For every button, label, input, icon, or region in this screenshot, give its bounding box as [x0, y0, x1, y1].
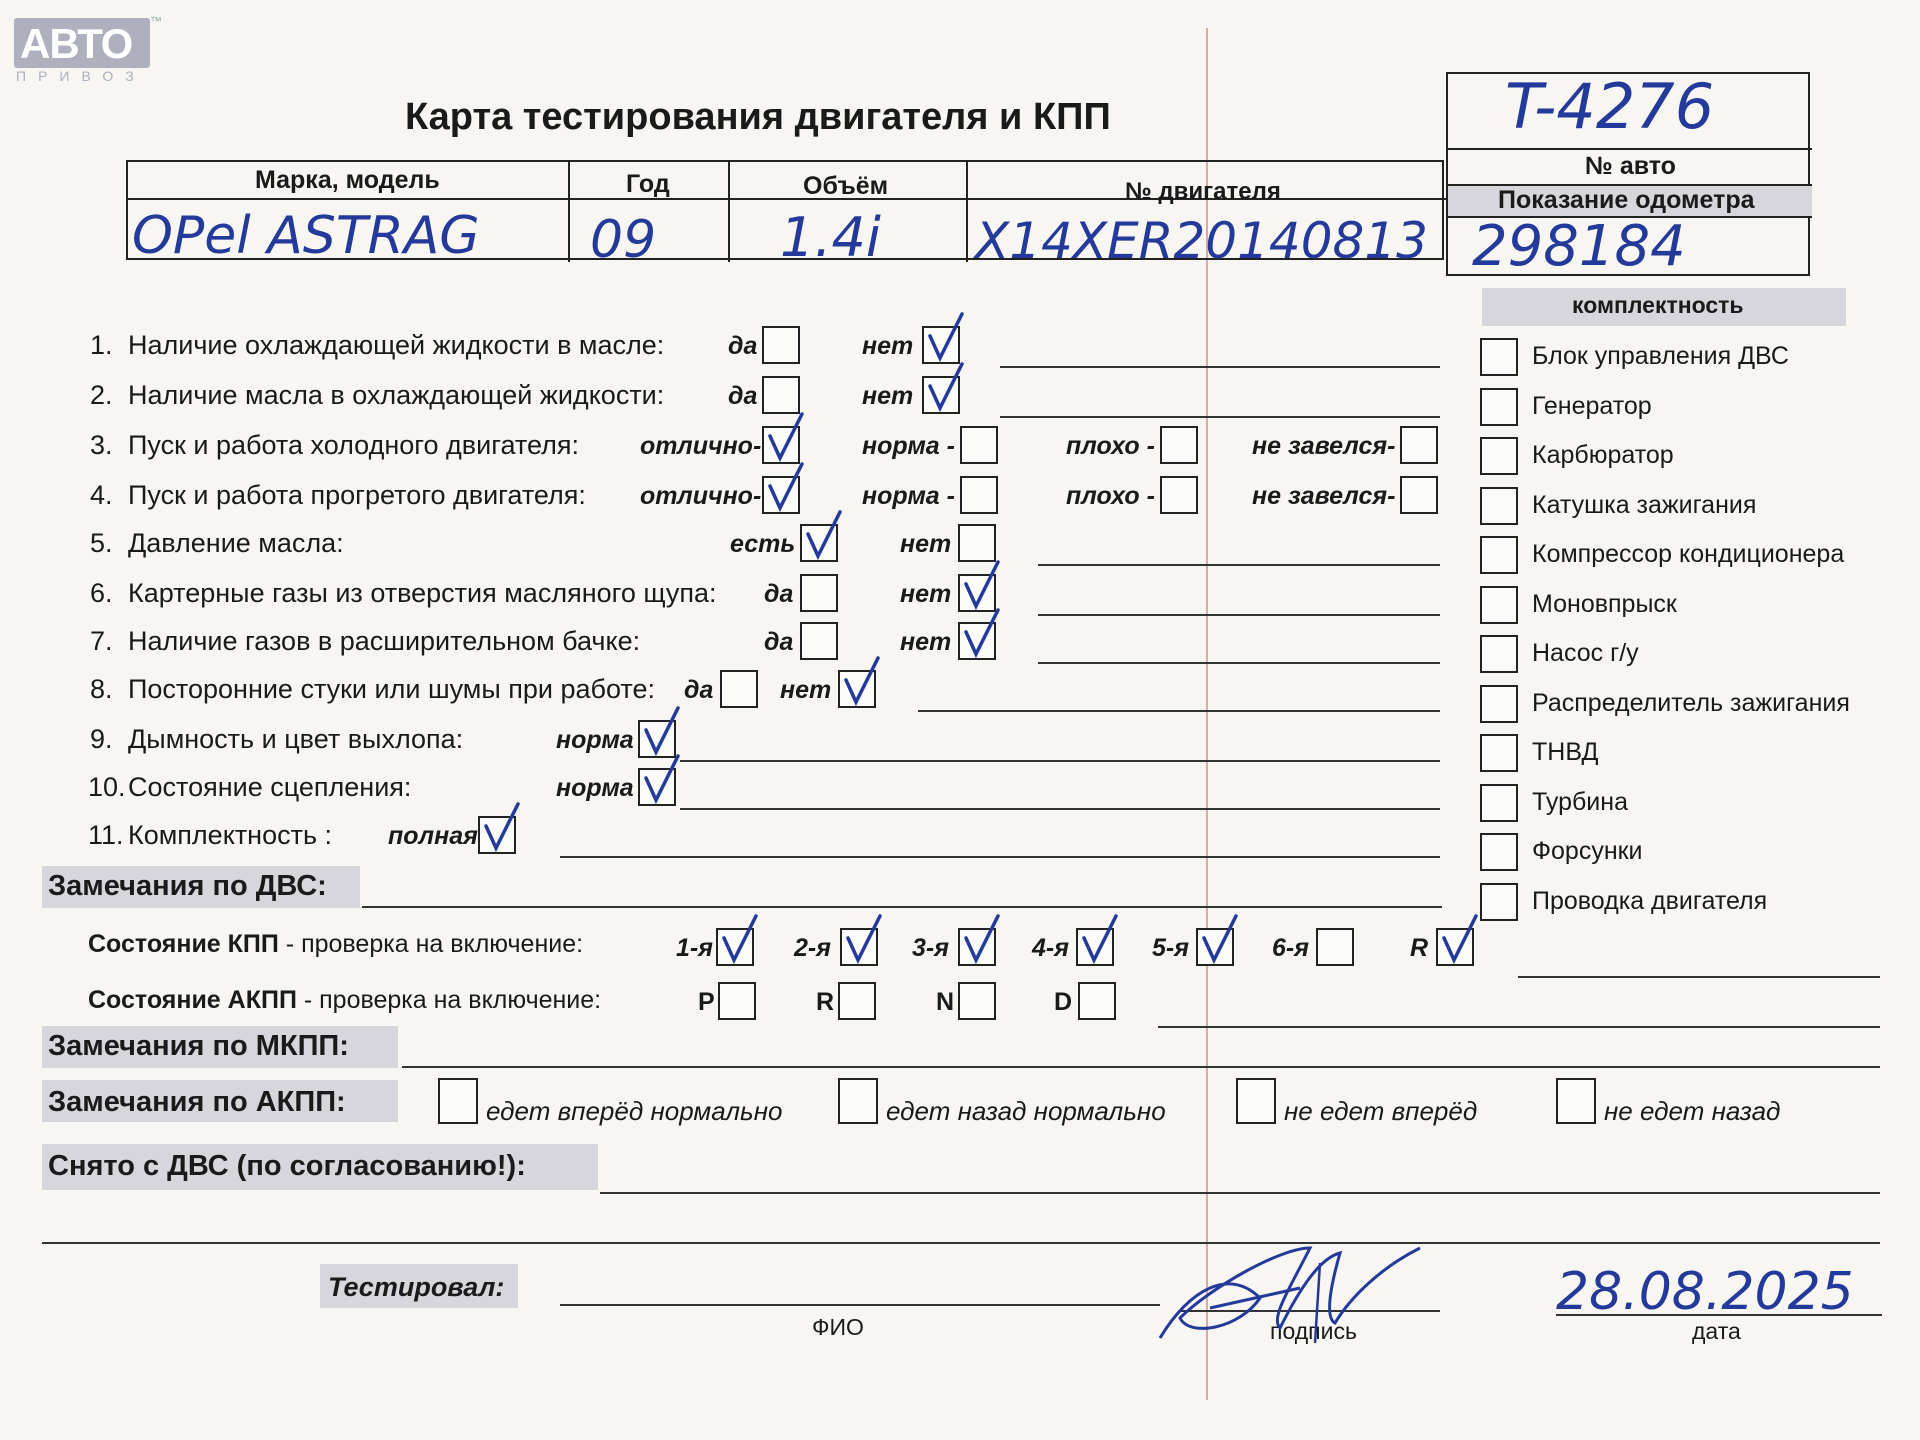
akpp-label-bold: Состояние АКПП: [88, 986, 297, 1014]
remarks-ice-line: [362, 906, 1442, 908]
logo-sub-text: ПРИВОЗ: [16, 68, 146, 84]
checkmark-icon: [766, 414, 806, 464]
akpp-remark-label: не едет назад: [1604, 1096, 1781, 1126]
completeness-item: Карбюратор: [1532, 441, 1674, 469]
checkmark-icon: [1080, 916, 1120, 966]
completeness-checkbox[interactable]: [1480, 784, 1518, 822]
option-label: отлично-: [640, 432, 762, 460]
question-text: Пуск и работа прогретого двигателя:: [128, 480, 586, 510]
option-no-label: нет: [900, 530, 952, 558]
option-yes-checkbox[interactable]: [800, 574, 838, 612]
akpp-mode-checkbox[interactable]: [718, 982, 756, 1020]
kpp-label-rest: - проверка на включение:: [278, 930, 584, 958]
blank-line: [42, 1242, 1880, 1244]
option-checkbox[interactable]: [960, 426, 998, 464]
question-number: 9.: [90, 724, 113, 754]
remarks-ice-label: Замечания по ДВС:: [48, 870, 327, 902]
option-label: норма: [556, 774, 634, 802]
answer-line: [560, 856, 1440, 858]
completeness-item: Компрессор кондиционера: [1532, 540, 1845, 568]
answer-line: [680, 808, 1440, 810]
gear-label: 1-я: [676, 934, 713, 962]
akpp-label: [88, 986, 601, 1015]
completeness-item: Блок управления ДВС: [1532, 342, 1789, 370]
checkmark-icon: [844, 916, 884, 966]
akpp-mode-label: P: [698, 988, 715, 1016]
akpp-mode-checkbox[interactable]: [1078, 982, 1116, 1020]
option-checkbox[interactable]: [1400, 426, 1438, 464]
completeness-item: Генератор: [1532, 391, 1652, 420]
completeness-item: ТНВД: [1532, 738, 1599, 766]
question-text: Пуск и работа холодного двигателя:: [128, 430, 579, 460]
option-label: плохо -: [1066, 432, 1155, 460]
checkmark-icon: [720, 916, 760, 966]
fio-line: [560, 1304, 1160, 1306]
fio-label: ФИО: [812, 1314, 864, 1340]
question-text: Наличие масла в охлаждающей жидкости:: [128, 380, 665, 410]
tested-by-label: Тестировал:: [328, 1272, 505, 1302]
completeness-item: Турбина: [1532, 787, 1628, 816]
car-number-value: T-4276: [1505, 70, 1715, 143]
col-make-header: Марка, модель: [255, 166, 440, 194]
checkmark-icon: [642, 756, 682, 806]
akpp-remark-checkbox[interactable]: [1236, 1078, 1276, 1124]
checkmark-icon: [804, 512, 844, 562]
answer-line: [680, 760, 1440, 762]
page-title: Карта тестирования двигателя и КПП: [405, 96, 1111, 138]
year-value: 09: [590, 210, 657, 270]
option-no-label: нет: [780, 676, 832, 704]
question-number: 2.: [90, 380, 113, 410]
option-yes-label: да: [764, 580, 794, 608]
akpp-mode-label: R: [816, 988, 835, 1016]
akpp-remark-checkbox[interactable]: [1556, 1078, 1596, 1124]
answer-line: [1000, 366, 1440, 368]
option-yes-label: да: [728, 332, 758, 360]
remarks-mkpp-line: [402, 1066, 1880, 1068]
gear-label: R: [1410, 934, 1429, 962]
completeness-item: Моновпрыск: [1532, 589, 1677, 618]
question-text: Давление масла:: [128, 528, 344, 558]
akpp-remark-label: едет вперёд нормально: [486, 1096, 783, 1126]
question-text: Состояние сцепления:: [128, 772, 412, 802]
completeness-checkbox[interactable]: [1480, 883, 1518, 921]
akpp-remark-checkbox[interactable]: [838, 1078, 878, 1124]
checkmark-icon: [1440, 916, 1480, 966]
question-number: 11.: [88, 820, 124, 850]
remarks-mkpp-label: Замечания по МКПП:: [48, 1030, 349, 1062]
kpp-label: [88, 930, 583, 959]
question-number: 6.: [90, 578, 113, 608]
option-no-label: нет: [900, 628, 952, 656]
checkmark-icon: [642, 708, 682, 758]
removed-line: [600, 1192, 1880, 1194]
option-label: не завелся-: [1252, 432, 1396, 460]
question-number: 5.: [90, 528, 113, 558]
col-year-header: Год: [626, 170, 670, 198]
completeness-checkbox[interactable]: [1480, 338, 1518, 376]
checkmark-icon: [926, 314, 966, 364]
kpp-line: [1518, 976, 1880, 978]
option-label: отлично-: [640, 482, 762, 510]
akpp-mode-label: N: [936, 988, 955, 1016]
option-no-label: нет: [900, 580, 952, 608]
checkmark-icon: [962, 610, 1002, 660]
gear-label: 3-я: [912, 934, 949, 962]
gear-checkbox[interactable]: [1316, 928, 1354, 966]
col-engine-header: № двигателя: [1125, 178, 1281, 205]
option-yes-checkbox[interactable]: [720, 670, 758, 708]
gear-label: 5-я: [1152, 934, 1189, 962]
option-label: полная: [388, 822, 478, 850]
gear-label: 2-я: [794, 934, 831, 962]
completeness-item: Форсунки: [1532, 837, 1643, 865]
option-label: норма: [556, 726, 634, 754]
answer-line: [1000, 416, 1440, 418]
odometer-label: Показание одометра: [1498, 186, 1755, 214]
gear-label: 6-я: [1272, 934, 1309, 962]
option-yes-label: да: [764, 628, 794, 656]
question-text: Дымность и цвет выхлопа:: [128, 724, 464, 754]
completeness-title: комплектность: [1572, 292, 1744, 318]
checkmark-icon: [1200, 916, 1240, 966]
question-number: 10.: [88, 772, 126, 802]
checkmark-icon: [766, 464, 806, 514]
question-text: Наличие охлаждающей жидкости в масле:: [128, 330, 665, 360]
question-number: 8.: [90, 674, 113, 704]
engine-number-value: X14XER20140813: [975, 212, 1428, 270]
date-label: дата: [1692, 1318, 1741, 1344]
completeness-checkbox[interactable]: [1480, 635, 1518, 673]
question-number: 1.: [90, 330, 113, 360]
checkmark-icon: [962, 562, 1002, 612]
question-number: 4.: [90, 480, 113, 510]
option-label: не завелся-: [1252, 482, 1396, 510]
option-label: норма -: [862, 482, 955, 510]
remarks-akpp-label: Замечания по АКПП:: [48, 1086, 346, 1118]
completeness-checkbox[interactable]: [1480, 685, 1518, 723]
answer-line: [1038, 564, 1440, 566]
option-label: норма -: [862, 432, 955, 460]
logo-tm: ™: [150, 14, 162, 28]
question-text: Посторонние стуки или шумы при работе:: [128, 674, 655, 704]
akpp-line: [1158, 1026, 1880, 1028]
akpp-mode-checkbox[interactable]: [958, 982, 996, 1020]
kpp-label-bold: Состояние КПП: [88, 930, 279, 958]
signature-image: [1150, 1228, 1430, 1358]
completeness-item: Катушка зажигания: [1532, 490, 1757, 519]
completeness-checkbox[interactable]: [1480, 536, 1518, 574]
akpp-label-rest: - проверка на включение:: [296, 986, 602, 1014]
completeness-checkbox[interactable]: [1480, 586, 1518, 624]
option-yes-checkbox[interactable]: [762, 376, 800, 414]
akpp-mode-label: D: [1054, 988, 1073, 1016]
completeness-checkbox[interactable]: [1480, 437, 1518, 475]
odometer-value: 298184: [1472, 214, 1686, 279]
option-no-label: нет: [862, 382, 914, 410]
completeness-item: Распределитель зажигания: [1532, 688, 1850, 717]
completeness-checkbox[interactable]: [1480, 487, 1518, 525]
col-volume-header: Объём: [803, 172, 889, 200]
checkmark-icon: [842, 658, 882, 708]
question-number: 3.: [90, 430, 113, 460]
option-checkbox[interactable]: [1160, 476, 1198, 514]
akpp-remark-label: не едет вперёд: [1284, 1096, 1478, 1126]
checkmark-icon: [926, 364, 966, 414]
logo: [14, 18, 150, 68]
option-checkbox[interactable]: [960, 476, 998, 514]
make-model-value: OPel ASTRAG: [132, 206, 480, 266]
removed-label: Снято с ДВС (по согласованию!):: [48, 1150, 526, 1182]
logo-main-text: АВТО: [20, 20, 133, 67]
answer-line: [1038, 614, 1440, 616]
completeness-checkbox[interactable]: [1480, 833, 1518, 871]
question-text: Картерные газы из отверстия масляного щупа:: [128, 578, 717, 608]
option-no-checkbox[interactable]: [958, 524, 996, 562]
option-checkbox[interactable]: [1160, 426, 1198, 464]
option-no-label: нет: [862, 332, 914, 360]
date-value: 28.08.2025: [1556, 1262, 1854, 1322]
option-yes-label: да: [684, 676, 714, 704]
question-text: Наличие газов в расширительном бачке:: [128, 626, 641, 656]
akpp-remark-checkbox[interactable]: [438, 1078, 478, 1124]
signature-label: подпись: [1270, 1318, 1357, 1344]
completeness-item: Проводка двигателя: [1532, 886, 1768, 915]
akpp-mode-checkbox[interactable]: [838, 982, 876, 1020]
akpp-remark-label: едет назад нормально: [886, 1096, 1166, 1126]
volume-value: 1.4i: [780, 206, 881, 269]
option-label: плохо -: [1066, 482, 1155, 510]
car-number-label: № авто: [1585, 152, 1676, 180]
completeness-item: Насос г/у: [1532, 639, 1639, 667]
option-yes-label: есть: [730, 530, 796, 558]
checkmark-icon: [962, 916, 1002, 966]
answer-line: [918, 710, 1440, 712]
completeness-checkbox[interactable]: [1480, 388, 1518, 426]
checkmark-icon: [482, 804, 522, 854]
answer-line: [1038, 662, 1440, 664]
option-yes-checkbox[interactable]: [800, 622, 838, 660]
option-yes-checkbox[interactable]: [762, 326, 800, 364]
completeness-checkbox[interactable]: [1480, 734, 1518, 772]
option-yes-label: да: [728, 382, 758, 410]
gear-label: 4-я: [1032, 934, 1069, 962]
question-number: 7.: [90, 626, 113, 656]
question-text: Комплектность :: [128, 820, 333, 850]
option-checkbox[interactable]: [1400, 476, 1438, 514]
